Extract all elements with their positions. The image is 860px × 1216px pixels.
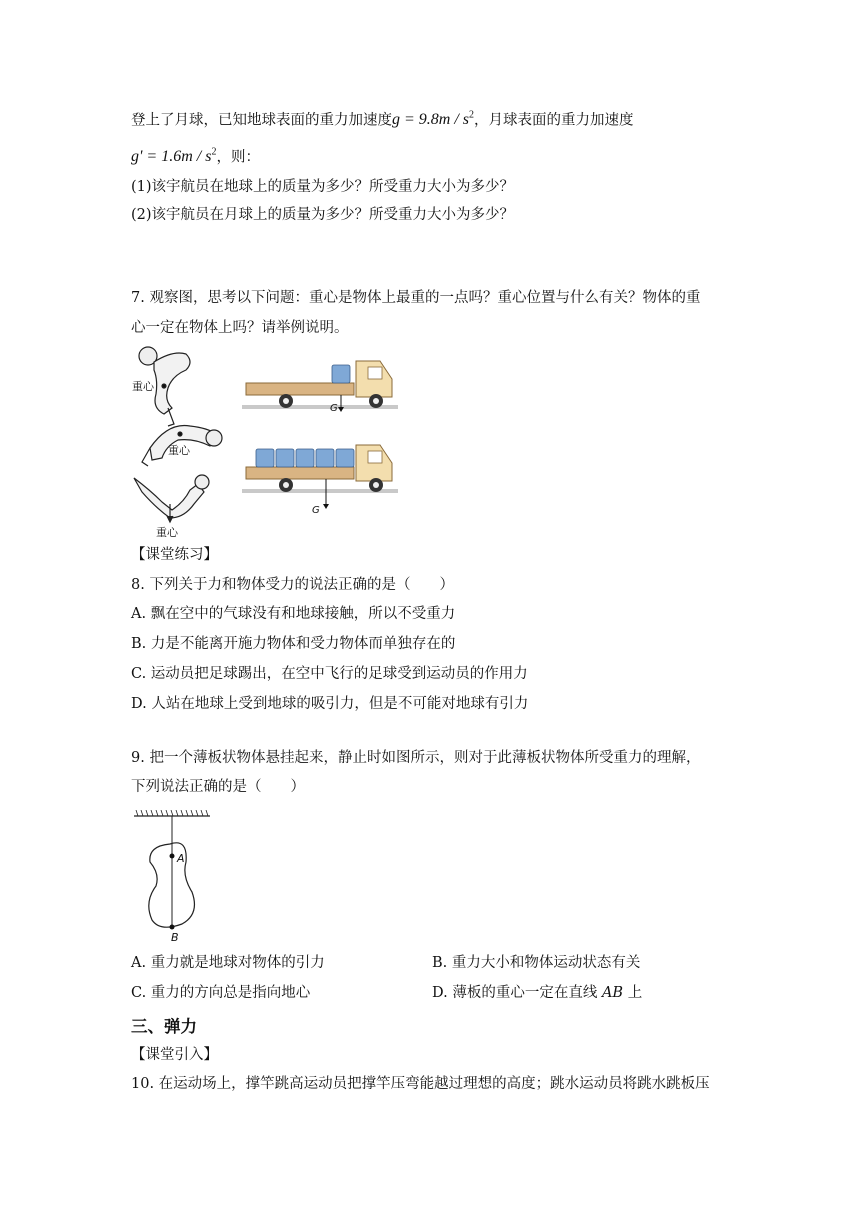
hanging-plate-figure <box>130 810 220 950</box>
wheel-1b-hub <box>373 398 379 404</box>
point-a-label: A <box>177 852 185 865</box>
plate-svg <box>130 810 220 946</box>
head-2 <box>206 430 222 446</box>
g-label-1: G <box>330 403 338 414</box>
truck-1-window <box>368 367 382 379</box>
q10-line-1: 10. 在运动场上，撑竿跳高运动员把撑竿压弯能越过理想的高度；跳水运动员将跳水跳板压 <box>131 1076 710 1092</box>
q9-line-2: 下列说法正确的是（ ） <box>131 779 305 795</box>
q9-option-d-post: 上 <box>627 985 643 1001</box>
human-cog-figure <box>128 342 238 544</box>
ceiling-hatch <box>136 810 208 816</box>
leg-1 <box>168 408 174 426</box>
q9-option-b: B. 重力大小和物体运动状态有关 <box>432 955 641 971</box>
q9-option-c: C. 重力的方向总是指向地心 <box>131 985 311 1001</box>
leg-2 <box>142 448 150 466</box>
q6-part-1: (1)该宇航员在地球上的质量为多少？所受重力大小为多少？ <box>131 179 515 195</box>
cog-label-1: 重心 <box>132 380 154 393</box>
point-b-dot <box>170 925 175 930</box>
q9-option-d <box>432 983 642 1003</box>
trucks-svg <box>240 355 400 520</box>
intro-text-1: 登上了月球，已知地球表面的重力加速度 <box>131 112 392 129</box>
section-3-title: 三、弹力 <box>131 1017 197 1036</box>
intro-text-2: ，月球表面的重力加速度 <box>474 112 634 129</box>
barrel-2c <box>296 449 314 467</box>
point-b-label: B <box>171 931 179 944</box>
barrel-2d <box>316 449 334 467</box>
truck-1 <box>242 361 398 414</box>
g-arrowhead-2 <box>323 504 329 509</box>
cog-label-2: 重心 <box>168 444 190 457</box>
truck-1-bed <box>246 383 354 395</box>
q9-option-a: A. 重力就是地球对物体的引力 <box>131 955 325 971</box>
cog-dot-1 <box>162 384 166 388</box>
cog-dot-2 <box>178 432 182 436</box>
q9-option-d-ab: AB <box>601 985 624 1001</box>
q8-stem: 8. 下列关于力和物体受力的说法正确的是（ ） <box>131 577 454 593</box>
truck-2-bed <box>246 467 354 479</box>
earth-gravity-formula: $g = 9.8m / s^2$ <box>392 110 475 129</box>
point-a-dot <box>170 854 175 859</box>
trucks-figure <box>240 355 400 524</box>
body-1 <box>154 353 190 414</box>
wheel-2b-hub <box>373 482 379 488</box>
g-arrowhead-1 <box>338 407 344 412</box>
truck-2-window <box>368 451 382 463</box>
q8-option-b: B. 力是不能离开施力物体和受力物体而单独存在的 <box>131 636 456 652</box>
intro-text-3: ，则： <box>216 149 260 166</box>
q9-option-d-pre: D. 薄板的重心一定在直线 <box>432 985 598 1001</box>
cog-label-3: 重心 <box>156 526 178 539</box>
barrel-2b <box>276 449 294 467</box>
barrel-2e <box>336 449 354 467</box>
barrel-1 <box>332 365 350 383</box>
q7-line-1: 7. 观察图，思考以下问题：重心是物体上最重的一点吗？重心位置与什么有关？物体的重 <box>131 290 701 306</box>
wheel-2a-hub <box>283 482 289 488</box>
moon-gravity-formula: $g' = 1.6m / s^2$ <box>131 147 217 166</box>
q7-line-2: 心一定在物体上吗？请举例说明。 <box>131 320 349 336</box>
body-3 <box>134 478 204 518</box>
intro-line-1 <box>131 106 634 130</box>
g-label-2: G <box>312 505 320 516</box>
q8-option-c: C. 运动员把足球踢出，在空中飞行的足球受到运动员的作用力 <box>131 666 528 682</box>
practice-label: 【课堂练习】 <box>131 547 218 563</box>
barrel-2a <box>256 449 274 467</box>
q8-option-a: A. 飘在空中的气球没有和地球接触，所以不受重力 <box>131 606 456 622</box>
cog-arrowhead-3 <box>167 516 173 522</box>
intro-label: 【课堂引入】 <box>131 1047 218 1063</box>
human-figure-svg <box>128 342 238 540</box>
wheel-1a-hub <box>283 398 289 404</box>
truck-2 <box>242 445 398 516</box>
q9-line-1: 9. 把一个薄板状物体悬挂起来，静止时如图所示，则对于此薄板状物体所受重力的理解， <box>131 750 701 766</box>
head-3 <box>195 475 209 489</box>
intro-line-2 <box>131 143 260 167</box>
q8-option-d: D. 人站在地球上受到地球的吸引力，但是不可能对地球有引力 <box>131 696 529 712</box>
q6-part-2: (2)该宇航员在月球上的质量为多少？所受重力大小为多少？ <box>131 207 515 223</box>
